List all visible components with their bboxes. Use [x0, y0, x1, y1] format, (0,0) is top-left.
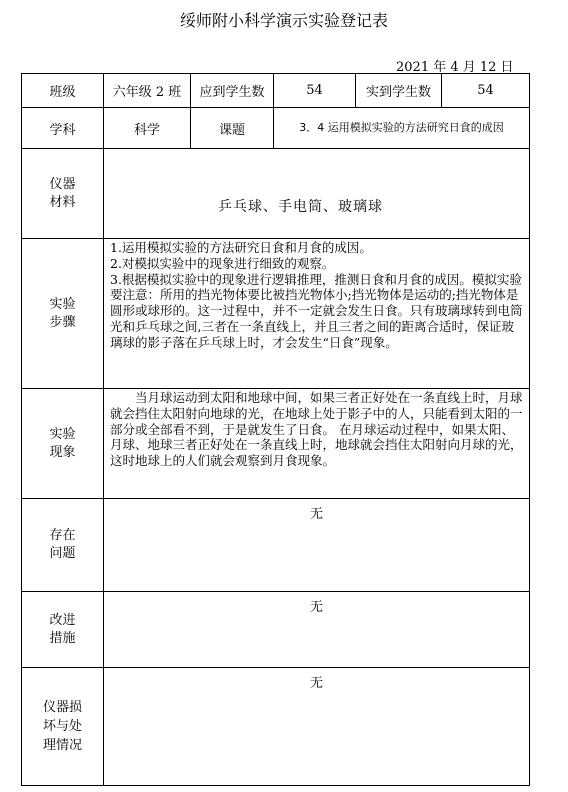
measures-label-line2: 措施	[49, 630, 76, 646]
topic-label: 课题	[191, 108, 274, 149]
class-label: 班级	[22, 74, 104, 108]
actual-students-value: 54	[442, 74, 530, 108]
row-class-info	[22, 74, 530, 108]
steps-content	[104, 239, 530, 389]
expected-students-value: 54	[274, 74, 356, 108]
damage-label-line2: 坏与处	[42, 719, 82, 734]
experiment-register-table	[21, 73, 530, 786]
row-phenomena	[22, 389, 530, 499]
damage-label-line1: 仪器损	[42, 700, 82, 715]
step-item: 1.运用模拟实验的方法研究日食和月食的成因。	[110, 240, 372, 255]
steps-label-line1: 实验	[49, 296, 76, 312]
damage-label-line3: 理情况	[42, 738, 82, 753]
phenomena-label-line1: 实验	[49, 426, 76, 442]
measures-label-line1: 改进	[49, 612, 76, 628]
phenomena-label	[22, 389, 104, 499]
row-steps	[22, 239, 530, 389]
damage-value: 无	[104, 668, 530, 786]
topic-value: 3．4 运用模拟实验的方法研究日食的成因	[274, 108, 530, 149]
expected-students-label: 应到学生数	[191, 74, 274, 108]
page-title: 绥师附小科学演示实验登记表	[179, 11, 388, 30]
problems-label-line2: 问题	[49, 546, 76, 561]
steps-label-line2: 步骤	[49, 314, 76, 330]
problems-value: 无	[104, 499, 530, 592]
class-value: 六年级 2 班	[104, 74, 191, 108]
problems-label-line1: 存在	[49, 528, 76, 543]
row-damage	[22, 668, 530, 786]
problems-label	[22, 499, 104, 592]
instruments-label-line2: 材料	[49, 194, 76, 210]
damage-label	[22, 668, 104, 786]
subject-value: 科学	[104, 108, 191, 149]
record-date: 2021 年 4 月 12 日	[396, 60, 514, 75]
step-item: 3.根据模拟实验中的现象进行逻辑推理，推测日食和月食的成因。模拟实验要注意：所用的挡光物体要比被挡光物体小;挡光物体是运动的;挡光物体是圆形或球形的。这一过程中，并不一定就会发生日食。只有玻璃球转到电筒光和乒乓球之间,三者在一条直线上，并且三者之间的距离合适时，保证玻璃球的影子落在乒乓球上时，才会发生“日食”现象。	[110, 271, 523, 350]
phenomena-content: 当月球运动到太阳和地球中间，如果三者正好处在一条直线上时，月球就会挡住太阳射向地球的光，在地球上处于影子中的人，只能看到太阳的一部分或全部看不到，于是就发生了日食。 在月球运动过程中，如果太阳、月球、地球三者正好处在一条直线上时，地球就会挡住太阳射向月球的光，这时地球上的人们就会观察到月食现象。	[104, 389, 530, 499]
instruments-label-line1: 仪器	[49, 176, 76, 192]
instruments-value: 乒乓球、手电筒、玻璃球	[104, 149, 530, 239]
measures-label	[22, 592, 104, 668]
row-measures	[22, 592, 530, 668]
row-instruments	[22, 149, 530, 239]
instruments-label	[22, 149, 104, 239]
measures-value: 无	[104, 592, 530, 668]
actual-students-label: 实到学生数	[356, 74, 442, 108]
row-subject-info	[22, 108, 530, 149]
subject-label: 学科	[22, 108, 104, 149]
phenomena-label-line2: 现象	[49, 444, 76, 460]
steps-label	[22, 239, 104, 389]
row-problems	[22, 499, 530, 592]
step-item: 2.对模拟实验中的现象进行细致的观察。	[110, 255, 335, 271]
